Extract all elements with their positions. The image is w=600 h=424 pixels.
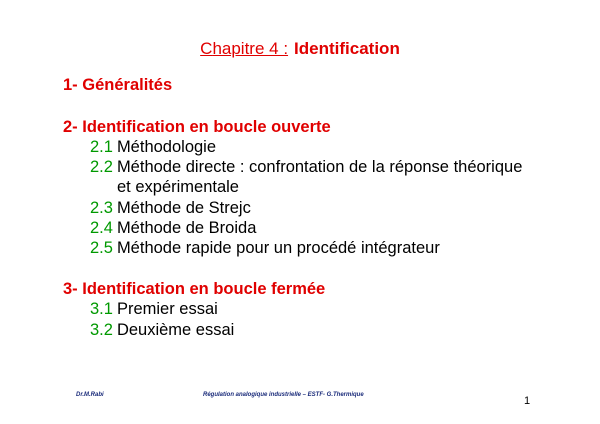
item-number: 2.3: [90, 199, 113, 217]
page-number: 1: [524, 395, 531, 407]
item-text: Méthodologie: [116, 138, 217, 156]
section-heading-3: 3- Identification en boucle fermée: [63, 280, 326, 298]
list-item: [90, 219, 256, 238]
item-number: 3.2: [90, 321, 113, 339]
item-text: Méthode de Strejc: [116, 199, 251, 217]
chapter-title: [0, 39, 600, 59]
footer-course: Régulation analogique industrielle – ESTF- G.Thermique: [203, 392, 364, 398]
item-number: 2.1: [90, 138, 113, 156]
chapter-title-label: Identification: [294, 39, 400, 58]
footer-author: Dr.M.Rabi: [76, 392, 104, 398]
item-text: Méthode rapide pour un procédé intégrateur: [116, 239, 440, 257]
list-item: [90, 138, 216, 157]
item-text: Premier essai: [116, 300, 218, 318]
section-heading-2: 2- Identification en boucle ouverte: [63, 118, 331, 136]
chapter-title-initial: C: [200, 39, 213, 58]
list-item: [90, 321, 234, 340]
item-text: Méthode directe : confrontation de la réponse théorique: [116, 158, 523, 176]
item-number: 2.4: [90, 219, 113, 237]
item-number: 3.1: [90, 300, 113, 318]
list-item: [90, 239, 440, 258]
list-item: [90, 158, 522, 177]
chapter-title-number: hapitre 4 :: [212, 39, 289, 58]
list-item: [90, 300, 218, 319]
section-heading-1: 1- Généralités: [63, 76, 173, 94]
list-item-continuation: et expérimentale: [117, 178, 239, 196]
item-number: 2.2: [90, 158, 113, 176]
item-text: Méthode de Broida: [116, 219, 257, 237]
item-number: 2.5: [90, 239, 113, 257]
list-item: [90, 199, 251, 218]
item-text: Deuxième essai: [116, 321, 235, 339]
